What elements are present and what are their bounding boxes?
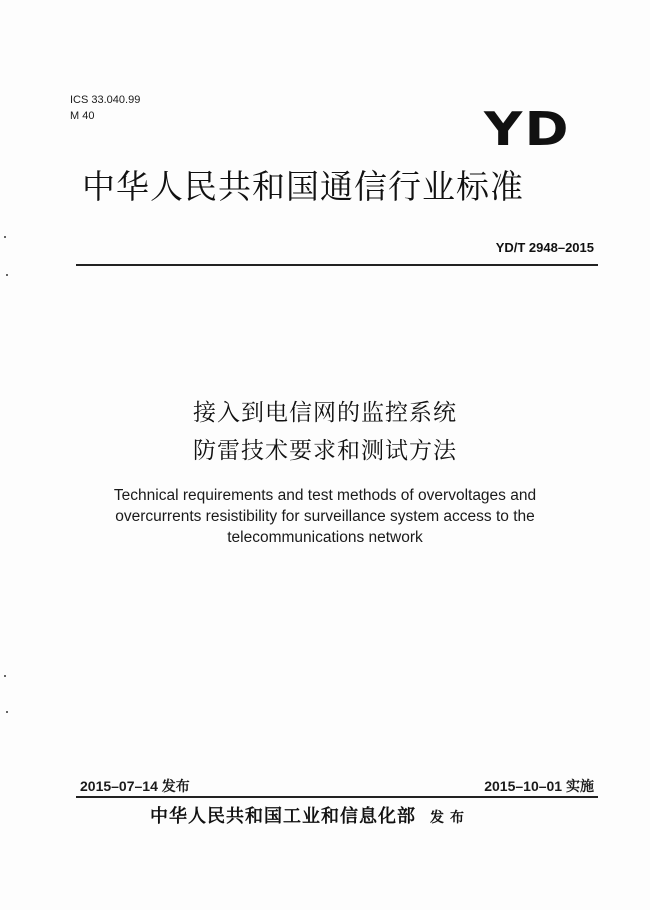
standard-title: 中华人民共和国通信行业标准 xyxy=(82,167,524,206)
english-title-line-2: overcurrents resistibility for surveillance system access to the xyxy=(115,508,535,525)
ics-code: ICS 33.040.99 xyxy=(70,94,141,106)
standard-code: YD/T 2948–2015 xyxy=(495,240,594,255)
footer-divider xyxy=(76,796,598,798)
chinese-title-line-1: 接入到电信网的监控系统 xyxy=(193,400,457,426)
scan-speck xyxy=(4,236,6,238)
chinese-title-line-2: 防雷技术要求和测试方法 xyxy=(193,438,457,464)
english-title-line-3: telecommunications network xyxy=(227,529,423,546)
chinese-title xyxy=(0,394,650,470)
issuing-ministry xyxy=(150,802,470,828)
scan-speck xyxy=(6,274,8,276)
english-title xyxy=(60,485,590,548)
issue-word: 发布 xyxy=(430,810,470,826)
yd-logo: YD xyxy=(484,102,571,156)
issue-date: 2015–07–14 发布 xyxy=(80,778,190,794)
classification-codes xyxy=(70,92,140,124)
ministry-name: 中华人民共和国工业和信息化部 xyxy=(150,806,416,827)
implementation-date: 2015–10–01 实施 xyxy=(484,778,594,794)
scan-speck xyxy=(4,675,6,677)
header-divider xyxy=(76,264,598,266)
ccs-code: M 40 xyxy=(70,110,95,122)
scan-speck xyxy=(6,711,8,713)
english-title-line-1: Technical requirements and test methods of overvoltages and xyxy=(113,487,537,504)
